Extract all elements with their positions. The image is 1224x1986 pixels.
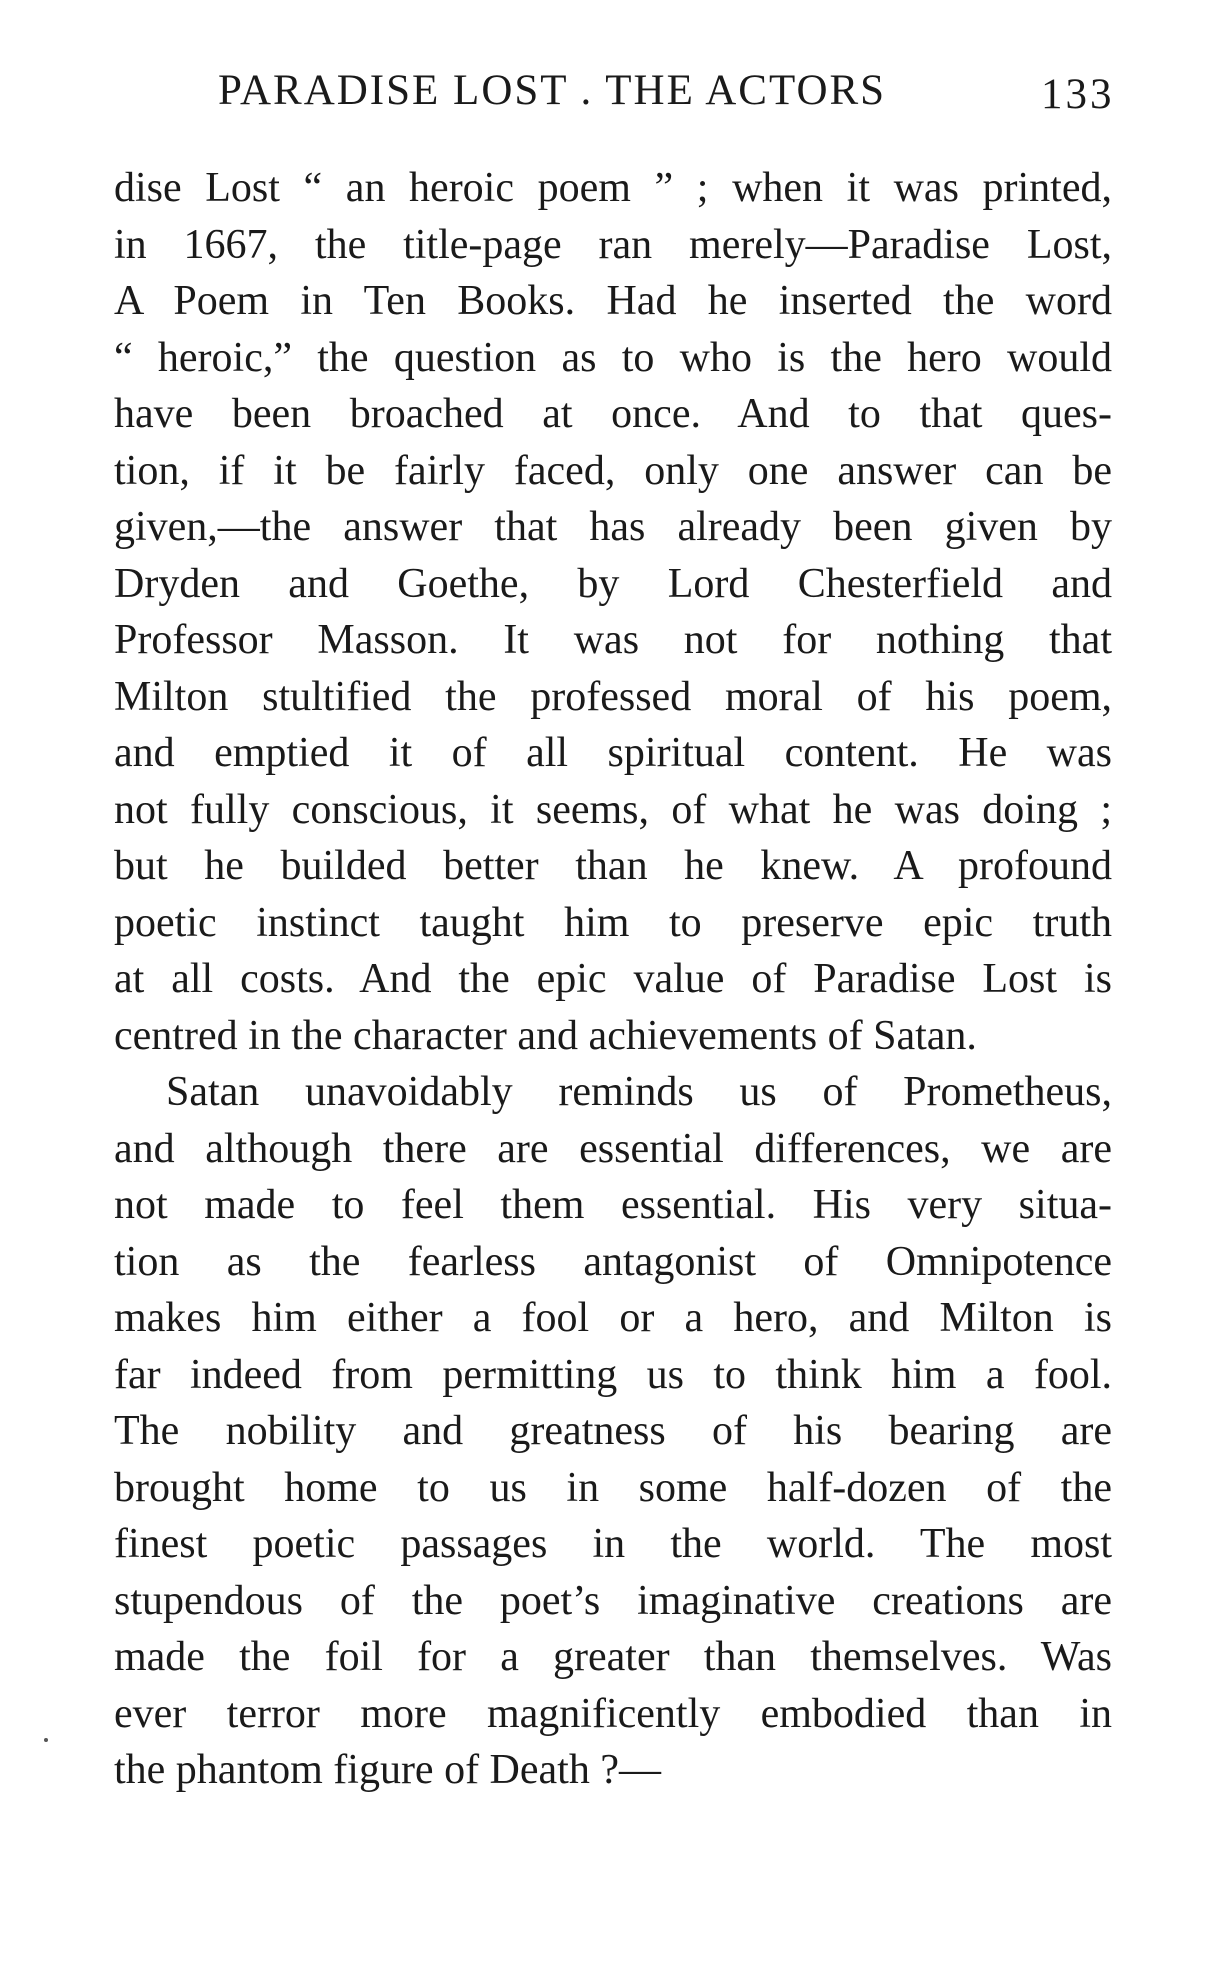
running-head-title: PARADISE LOST . THE ACTORS xyxy=(218,67,887,114)
text-line: given,—the answer that has already been given by xyxy=(114,504,1112,550)
text-line: made the foil for a greater than themselves. Was xyxy=(114,1634,1112,1680)
text-line: and emptied it of all spiritual content. He was xyxy=(114,730,1112,776)
running-head xyxy=(218,66,1118,126)
text-line: in 1667, the title-page ran merely—Paradise Lost, xyxy=(114,221,1112,268)
text-line: tion as the fearless antagonist of Omnipotence xyxy=(114,1238,1112,1285)
text-line: not fully conscious, it seems, of what he was doing ; xyxy=(114,786,1112,833)
page-number: 133 xyxy=(1041,71,1115,118)
text-line: Dryden and Goethe, by Lord Chesterfield and xyxy=(114,560,1112,607)
body-text xyxy=(114,160,1112,1799)
text-line: Satan unavoidably reminds us of Prometheus, xyxy=(166,1069,1112,1115)
text-line: finest poetic passages in the world. The most xyxy=(114,1521,1112,1567)
text-line: poetic instinct taught him to preserve epic truth xyxy=(114,899,1112,946)
text-line: but he builded better than he knew. A profound xyxy=(114,843,1112,889)
text-line: not made to feel them essential. His very situa- xyxy=(114,1182,1112,1228)
text-line: ever terror more magnificently embodied than in xyxy=(114,1690,1112,1737)
text-line: have been broached at once. And to that ques- xyxy=(114,391,1112,437)
text-line: “ heroic,” the question as to who is the hero would xyxy=(114,334,1112,381)
text-line: centred in the character and achievements of Satan. xyxy=(114,1012,977,1059)
text-line: brought home to us in some half-dozen of the xyxy=(114,1464,1112,1511)
text-line: Milton stultified the professed moral of his poem, xyxy=(114,673,1112,720)
text-line: A Poem in Ten Books. Had he inserted the word xyxy=(114,278,1112,324)
text-line: and although there are essential differences, we are xyxy=(114,1125,1112,1172)
print-speck xyxy=(44,1738,48,1742)
text-line: dise Lost “ an heroic poem ” ; when it was printed, xyxy=(114,165,1112,211)
text-line: The nobility and greatness of his bearing are xyxy=(114,1408,1112,1454)
text-line: Professor Masson. It was not for nothing that xyxy=(114,617,1112,663)
text-line: at all costs. And the epic value of Paradise Lost is xyxy=(114,956,1112,1002)
text-line: makes him either a fool or a hero, and Milton is xyxy=(114,1295,1112,1341)
text-line: stupendous of the poet’s imaginative creations are xyxy=(114,1577,1112,1624)
text-line: the phantom figure of Death ?— xyxy=(114,1747,661,1793)
text-line: far indeed from permitting us to think him a fool. xyxy=(114,1351,1112,1398)
text-line: tion, if it be fairly faced, only one answer can be xyxy=(114,447,1112,494)
